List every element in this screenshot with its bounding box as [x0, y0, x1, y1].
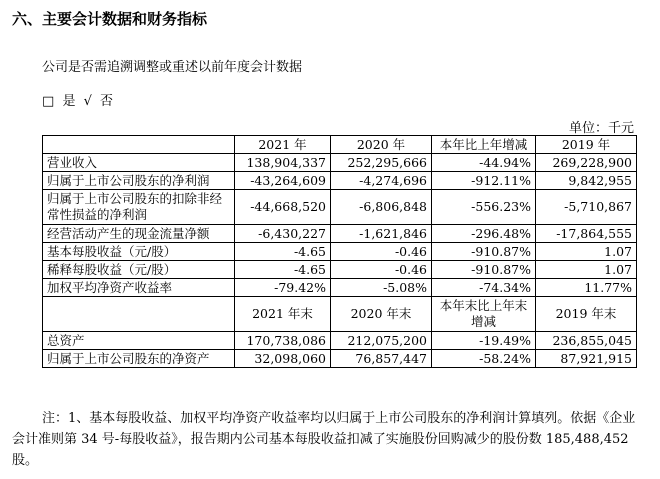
table-row — [43, 279, 637, 297]
yes-label: 是 — [62, 94, 76, 109]
column-header: 2020 年末 — [331, 297, 432, 332]
table-row — [43, 190, 637, 225]
table-cell: -912.11% — [432, 172, 536, 190]
table-row — [43, 350, 637, 368]
yes-checkbox: □ — [42, 94, 55, 109]
column-header: 2021 年 — [235, 136, 331, 154]
table-cell: -4,274,696 — [331, 172, 432, 190]
row-label: 加权平均净资产收益率 — [43, 279, 235, 297]
table-cell: 11.77% — [536, 279, 637, 297]
table-row — [43, 172, 637, 190]
table-cell: 1.07 — [536, 243, 637, 261]
row-label: 营业收入 — [43, 154, 235, 172]
unit-label: 单位：千元 — [568, 121, 634, 136]
table-cell: -4.65 — [235, 261, 331, 279]
table-row — [43, 154, 637, 172]
table-cell: -0.46 — [331, 243, 432, 261]
column-header: 2019 年 — [536, 136, 637, 154]
column-header — [43, 297, 235, 332]
table-cell: -74.34% — [432, 279, 536, 297]
financial-table — [42, 135, 637, 368]
table-cell: -0.46 — [331, 261, 432, 279]
table-cell: -6,430,227 — [235, 225, 331, 243]
table-cell: -4.65 — [235, 243, 331, 261]
table-row — [43, 225, 637, 243]
table-cell: 236,855,045 — [536, 332, 637, 350]
table-cell: -5.08% — [331, 279, 432, 297]
table-cell: 252,295,666 — [331, 154, 432, 172]
table-cell: 170,738,086 — [235, 332, 331, 350]
row-label: 总资产 — [43, 332, 235, 350]
table-cell: -556.23% — [432, 190, 536, 225]
table-cell: 9,842,955 — [536, 172, 637, 190]
table-row — [43, 332, 637, 350]
table-cell: -58.24% — [432, 350, 536, 368]
row-label: 归属于上市公司股东的净资产 — [43, 350, 235, 368]
table-row — [43, 261, 637, 279]
no-label: 否 — [100, 94, 114, 109]
table-cell: 269,228,900 — [536, 154, 637, 172]
section-heading: 六、主要会计数据和财务指标 — [12, 10, 208, 28]
table-cell: -5,710,867 — [536, 190, 637, 225]
table-cell: -44,668,520 — [235, 190, 331, 225]
row-label: 归属于上市公司股东的扣除非经常性损益的净利润 — [43, 190, 235, 225]
table-header-row — [43, 136, 637, 154]
column-header: 2021 年末 — [235, 297, 331, 332]
table-cell: -910.87% — [432, 243, 536, 261]
table-cell: 76,857,447 — [331, 350, 432, 368]
table-cell: -19.49% — [432, 332, 536, 350]
table-cell: -79.42% — [235, 279, 331, 297]
table-cell: -910.87% — [432, 261, 536, 279]
column-header: 本年比上年增减 — [432, 136, 536, 154]
table-cell: -44.94% — [432, 154, 536, 172]
table-cell: -6,806,848 — [331, 190, 432, 225]
table-cell: 1.07 — [536, 261, 637, 279]
footnote: 注：1、基本每股收益、加权平均净资产收益率均以归属于上市公司股东的净利润计算填列。依据《企业会计准则第 34 号-每股收益》，报告期内公司基本每股收益扣减了实施股份回购减少的股份数 185,488,452 股。 — [12, 411, 636, 468]
table-cell: 87,921,915 — [536, 350, 637, 368]
table-cell: -43,264,609 — [235, 172, 331, 190]
table-cell: -1,621,846 — [331, 225, 432, 243]
column-header: 2019 年末 — [536, 297, 637, 332]
table-cell: 32,098,060 — [235, 350, 331, 368]
column-header: 2020 年 — [331, 136, 432, 154]
table-cell: -17,864,555 — [536, 225, 637, 243]
row-label: 经营活动产生的现金流量净额 — [43, 225, 235, 243]
row-label: 稀释每股收益（元/股） — [43, 261, 235, 279]
table-cell: 212,075,200 — [331, 332, 432, 350]
restatement-question: 公司是否需追溯调整或重述以前年度会计数据 — [42, 60, 303, 75]
restatement-answer — [42, 90, 117, 109]
no-checkmark: √ — [83, 94, 92, 109]
row-label: 基本每股收益（元/股） — [43, 243, 235, 261]
row-label: 归属于上市公司股东的净利润 — [43, 172, 235, 190]
table-cell: -296.48% — [432, 225, 536, 243]
column-header — [43, 136, 235, 154]
column-header: 本年末比上年末增减 — [432, 297, 536, 332]
table-row — [43, 243, 637, 261]
table-header-row — [43, 297, 637, 332]
table-cell: 138,904,337 — [235, 154, 331, 172]
